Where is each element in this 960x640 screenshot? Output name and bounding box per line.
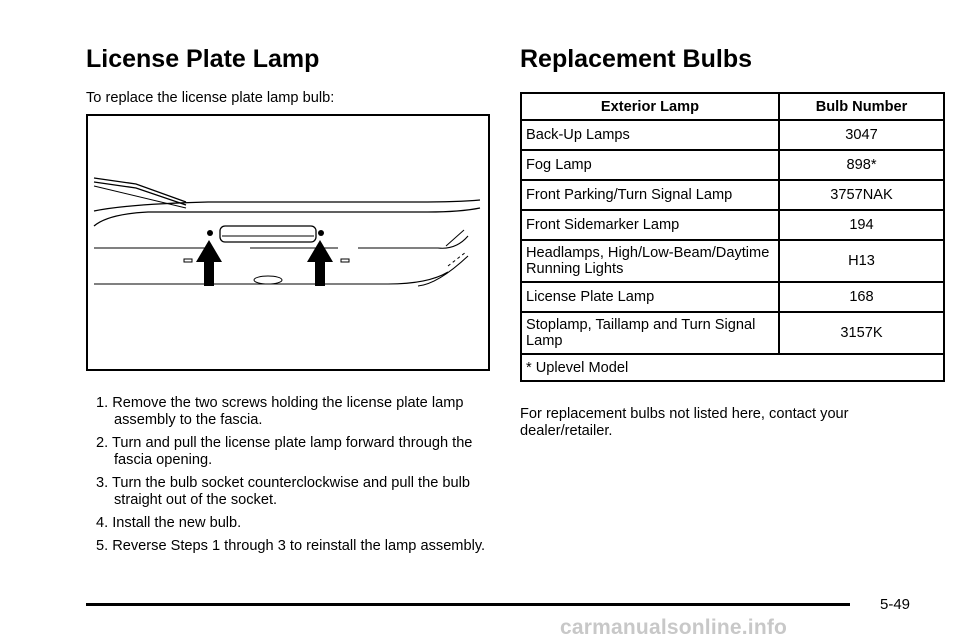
lamp-cell: Fog Lamp: [521, 150, 779, 180]
lamp-cell: Stoplamp, Taillamp and Turn Signal Lamp: [521, 312, 779, 354]
lamp-cell: Front Parking/Turn Signal Lamp: [521, 180, 779, 210]
footer-rule: [86, 603, 850, 606]
column-header-exterior-lamp: Exterior Lamp: [521, 93, 779, 120]
lamp-cell: Front Sidemarker Lamp: [521, 210, 779, 240]
section-title-replacement-bulbs: Replacement Bulbs: [520, 45, 753, 73]
license-plate-lamp-illustration: [86, 114, 490, 371]
table-row: [521, 180, 944, 210]
bulb-cell: 168: [779, 282, 944, 312]
table-row: [521, 210, 944, 240]
bulb-cell: 3757NAK: [779, 180, 944, 210]
lamp-cell: License Plate Lamp: [521, 282, 779, 312]
license-plate-section: [86, 44, 490, 554]
bulb-cell: 898*: [779, 150, 944, 180]
lamp-cell: Back-Up Lamps: [521, 120, 779, 150]
step-item: 5. Reverse Steps 1 through 3 to reinstall the lamp assembly.: [96, 538, 486, 554]
table-footnote: * Uplevel Model: [521, 354, 944, 381]
step-item: 4. Install the new bulb.: [96, 515, 242, 531]
lamp-cell: Headlamps, High/Low-Beam/Daytime Running Lights: [521, 240, 779, 282]
bulb-table: [520, 92, 945, 382]
table-row: [521, 120, 944, 150]
lamp-diagram: [88, 116, 488, 369]
replacement-bulbs-section: [520, 44, 946, 439]
table-row: [521, 282, 944, 312]
step-item: 3. Turn the bulb socket counterclockwise and pull the bulb straight out of the socket.: [96, 475, 470, 508]
step-item: 2. Turn and pull the license plate lamp forward through the fascia opening.: [96, 435, 473, 468]
replacement-note: For replacement bulbs not listed here, contact your dealer/retailer.: [520, 406, 849, 439]
step-item: 1. Remove the two screws holding the license plate lamp assembly to the fascia.: [96, 395, 464, 428]
intro-text: To replace the license plate lamp bulb:: [86, 90, 335, 106]
watermark-text: carmanualsonline.info: [560, 616, 788, 639]
table-row: [521, 150, 944, 180]
table-header-row: [521, 93, 944, 120]
section-title-license-plate-lamp: License Plate Lamp: [86, 45, 320, 73]
table-row: [521, 240, 944, 282]
bulb-cell: H13: [779, 240, 944, 282]
table-footnote-row: [521, 354, 944, 381]
bulb-cell: 3047: [779, 120, 944, 150]
column-header-bulb-number: Bulb Number: [779, 93, 944, 120]
bulb-cell: 3157K: [779, 312, 944, 354]
page-number: 5-49: [880, 596, 911, 613]
bulb-cell: 194: [779, 210, 944, 240]
table-row: [521, 312, 944, 354]
instruction-steps: [86, 395, 496, 561]
